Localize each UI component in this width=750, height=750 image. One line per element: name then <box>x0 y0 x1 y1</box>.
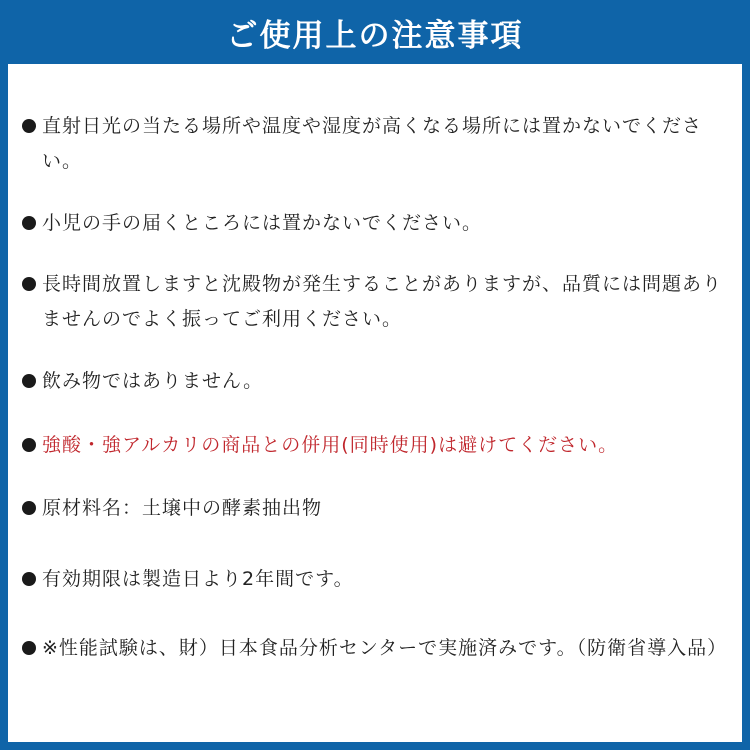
bullet-icon <box>22 438 36 452</box>
notice-item-acid-alkali-warning <box>22 428 722 463</box>
bullet-icon <box>22 374 36 388</box>
bullet-icon <box>22 501 36 515</box>
notice-text: 強酸・強アルカリの商品との併用(同時使用)は避けてください。 <box>42 434 619 456</box>
notice-text: 直射日光の当たる場所や温度や湿度が高くなる場所には置かないでください。 <box>42 115 703 172</box>
bullet-icon <box>22 572 36 586</box>
notice-text: ※性能試験は、財）日本食品分析センターで実施済みです。（防衛省導入品） <box>42 637 728 659</box>
notice-item-performance-test <box>22 631 728 666</box>
notice-item-direct-sunlight <box>22 109 722 179</box>
notice-item-not-drink <box>22 364 722 399</box>
notice-text: 原材料名：土壌中の酵素抽出物 <box>42 497 323 519</box>
header-bar <box>0 0 750 64</box>
notice-item-expiry <box>22 562 722 597</box>
page-title: ご使用上の注意事項 <box>226 17 524 54</box>
bullet-icon <box>22 641 36 655</box>
notice-item-children <box>22 206 722 241</box>
bullet-icon <box>22 119 36 133</box>
bullet-icon <box>22 216 36 230</box>
notice-text: 長時間放置しますと沈殿物が発生することがありますが、品質には問題ありませんのでよく振ってご利用ください。 <box>42 273 723 330</box>
notice-text: 飲み物ではありません。 <box>42 370 264 392</box>
notice-item-sediment <box>22 267 722 337</box>
notice-item-ingredients <box>22 491 722 526</box>
notice-text: 小児の手の届くところには置かないでください。 <box>42 212 483 234</box>
bullet-icon <box>22 277 36 291</box>
notice-text: 有効期限は製造日より2年間です。 <box>42 568 354 590</box>
